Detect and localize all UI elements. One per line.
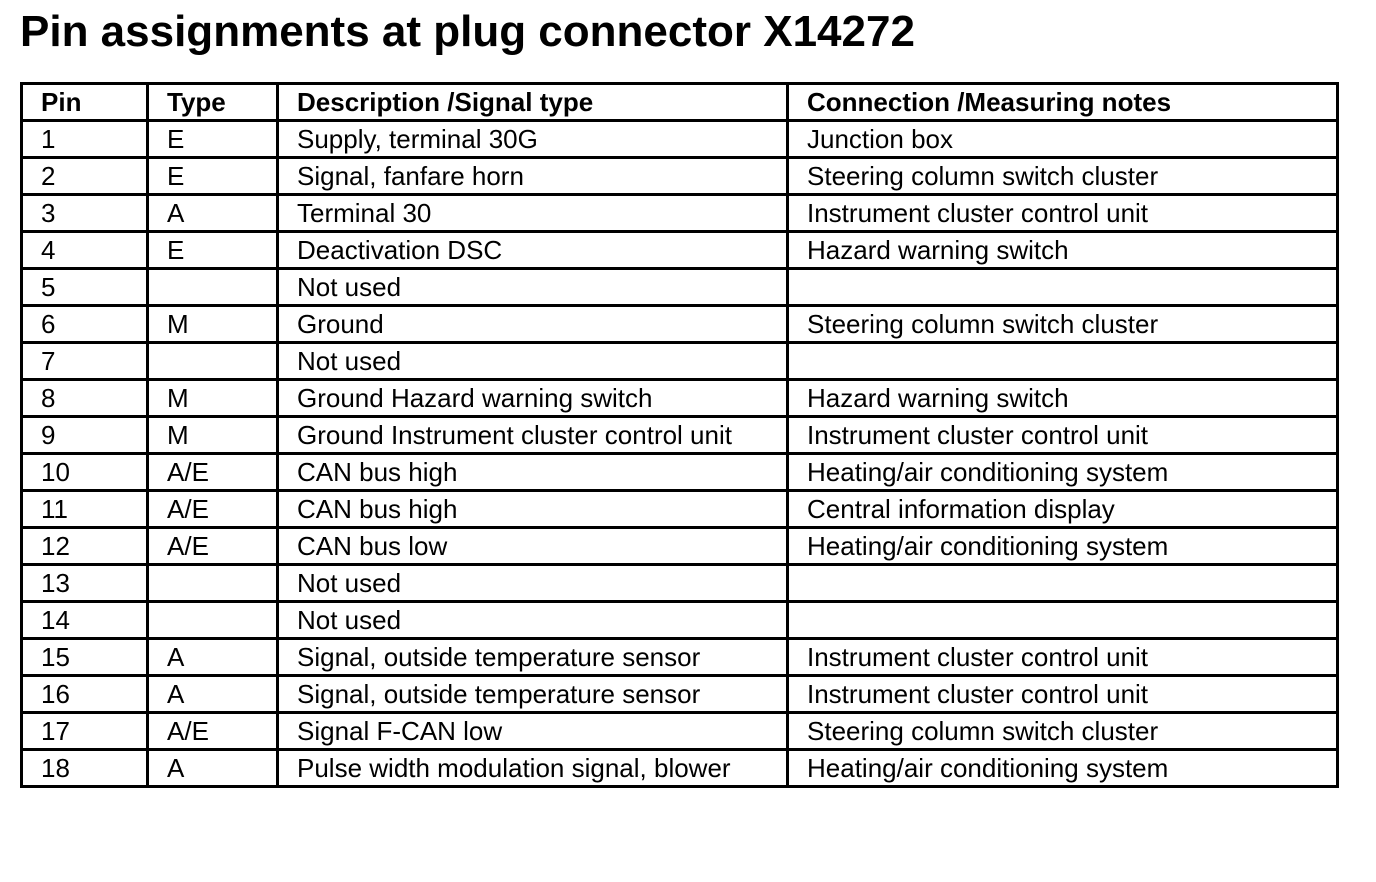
cell-pin: 10: [22, 454, 148, 491]
cell-description: CAN bus high: [278, 454, 788, 491]
cell-pin: 8: [22, 380, 148, 417]
table-row: [22, 306, 1338, 343]
cell-pin: 9: [22, 417, 148, 454]
cell-type: [148, 602, 278, 639]
cell-description: Signal, fanfare horn: [278, 158, 788, 195]
page-title: Pin assignments at plug connector X14272: [20, 7, 915, 56]
cell-connection: Steering column switch cluster: [788, 306, 1338, 343]
cell-pin: 15: [22, 639, 148, 676]
table-row: [22, 565, 1338, 602]
cell-pin: 14: [22, 602, 148, 639]
table-row: [22, 602, 1338, 639]
cell-pin: 1: [22, 121, 148, 158]
cell-type: A/E: [148, 491, 278, 528]
cell-pin: 3: [22, 195, 148, 232]
cell-type: E: [148, 121, 278, 158]
cell-description: Terminal 30: [278, 195, 788, 232]
table-row: [22, 343, 1338, 380]
table-row: [22, 380, 1338, 417]
cell-description: Not used: [278, 602, 788, 639]
cell-type: [148, 565, 278, 602]
header-type: Type: [148, 84, 278, 121]
cell-pin: 7: [22, 343, 148, 380]
cell-pin: 17: [22, 713, 148, 750]
cell-description: Ground Instrument cluster control unit: [278, 417, 788, 454]
header-pin: Pin: [22, 84, 148, 121]
cell-type: M: [148, 417, 278, 454]
cell-connection: [788, 602, 1338, 639]
cell-type: A: [148, 676, 278, 713]
table-row: [22, 750, 1338, 787]
cell-connection: Heating/air conditioning system: [788, 750, 1338, 787]
cell-type: E: [148, 158, 278, 195]
cell-connection: [788, 565, 1338, 602]
table-header-row: [22, 84, 1338, 121]
table-row: [22, 713, 1338, 750]
cell-description: Signal F-CAN low: [278, 713, 788, 750]
cell-connection: Steering column switch cluster: [788, 158, 1338, 195]
cell-description: Pulse width modulation signal, blower: [278, 750, 788, 787]
header-description: Description /Signal type: [278, 84, 788, 121]
cell-description: Ground Hazard warning switch: [278, 380, 788, 417]
cell-description: Deactivation DSC: [278, 232, 788, 269]
cell-type: A: [148, 750, 278, 787]
table-row: [22, 195, 1338, 232]
cell-description: Signal, outside temperature sensor: [278, 639, 788, 676]
cell-connection: Instrument cluster control unit: [788, 676, 1338, 713]
table-row: [22, 417, 1338, 454]
cell-description: Supply, terminal 30G: [278, 121, 788, 158]
table-row: [22, 454, 1338, 491]
cell-description: Not used: [278, 565, 788, 602]
cell-type: A/E: [148, 713, 278, 750]
cell-description: Not used: [278, 343, 788, 380]
header-connection: Connection /Measuring notes: [788, 84, 1338, 121]
cell-type: M: [148, 380, 278, 417]
cell-pin: 5: [22, 269, 148, 306]
cell-type: A: [148, 195, 278, 232]
cell-connection: [788, 269, 1338, 306]
cell-connection: Heating/air conditioning system: [788, 528, 1338, 565]
cell-type: [148, 269, 278, 306]
table-row: [22, 232, 1338, 269]
table-row: [22, 269, 1338, 306]
table-row: [22, 639, 1338, 676]
cell-connection: Heating/air conditioning system: [788, 454, 1338, 491]
table-body: [22, 121, 1338, 787]
cell-connection: Hazard warning switch: [788, 232, 1338, 269]
cell-description: CAN bus low: [278, 528, 788, 565]
cell-pin: 11: [22, 491, 148, 528]
cell-connection: Hazard warning switch: [788, 380, 1338, 417]
cell-pin: 6: [22, 306, 148, 343]
table-row: [22, 491, 1338, 528]
cell-connection: Steering column switch cluster: [788, 713, 1338, 750]
table-row: [22, 676, 1338, 713]
cell-type: [148, 343, 278, 380]
cell-pin: 13: [22, 565, 148, 602]
cell-type: A: [148, 639, 278, 676]
cell-description: Ground: [278, 306, 788, 343]
cell-pin: 4: [22, 232, 148, 269]
cell-connection: [788, 343, 1338, 380]
cell-pin: 12: [22, 528, 148, 565]
cell-connection: Instrument cluster control unit: [788, 195, 1338, 232]
cell-type: E: [148, 232, 278, 269]
cell-pin: 18: [22, 750, 148, 787]
table-row: [22, 158, 1338, 195]
cell-connection: Instrument cluster control unit: [788, 639, 1338, 676]
cell-connection: Instrument cluster control unit: [788, 417, 1338, 454]
cell-pin: 16: [22, 676, 148, 713]
table-row: [22, 121, 1338, 158]
cell-type: M: [148, 306, 278, 343]
cell-description: Not used: [278, 269, 788, 306]
cell-type: A/E: [148, 528, 278, 565]
table-row: [22, 528, 1338, 565]
pin-assignment-table: [20, 82, 1339, 788]
cell-pin: 2: [22, 158, 148, 195]
cell-description: CAN bus high: [278, 491, 788, 528]
cell-connection: Central information display: [788, 491, 1338, 528]
cell-type: A/E: [148, 454, 278, 491]
cell-description: Signal, outside temperature sensor: [278, 676, 788, 713]
cell-connection: Junction box: [788, 121, 1338, 158]
